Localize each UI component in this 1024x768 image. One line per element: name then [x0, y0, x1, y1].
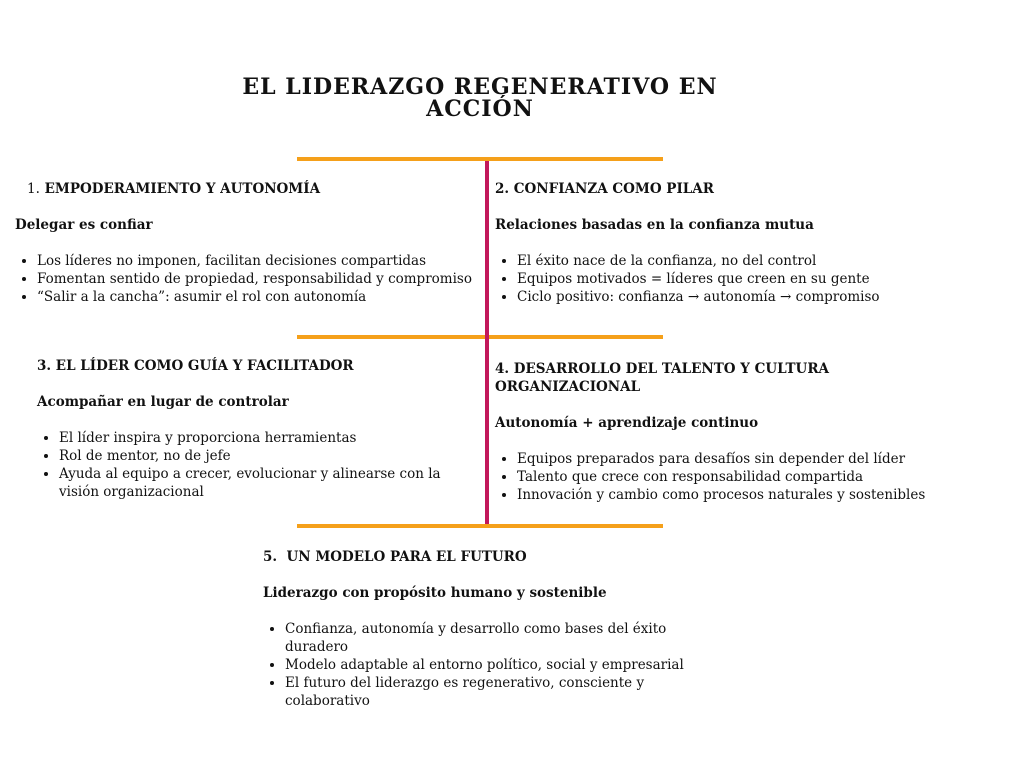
section-number: 2. — [495, 181, 510, 197]
section-subtitle: Relaciones basadas en la confianza mutua — [495, 217, 814, 233]
section-subtitle: Autonomía + aprendizaje continuo — [495, 415, 759, 431]
list-item: • Equipos preparados para desafíos sin depender del líder — [517, 450, 955, 468]
list-item: • Equipos motivados = líderes que creen en su gente — [517, 270, 935, 288]
list-item: • Los líderes no imponen, facilitan decisiones compartidas — [37, 252, 480, 270]
middle-divider-line — [297, 335, 663, 339]
list-item: • Ciclo positivo: confianza → autonomía → compromiso — [517, 288, 935, 306]
bullet-list — [495, 252, 935, 306]
section-subtitle: Liderazgo con propósito humano y sostenible — [263, 585, 607, 601]
section-title-text: DESARROLLO DEL TALENTO Y CULTURA ORGANIZACIONAL — [495, 361, 830, 395]
page-title: EL LIDERAZGO REGENERATIVO EN ACCIÓN — [242, 74, 718, 122]
vertical-divider-line — [485, 161, 489, 524]
section-number: 3. — [37, 358, 52, 374]
section-title — [495, 180, 935, 198]
section-confianza — [495, 180, 935, 306]
list-item: • Confianza, autonomía y desarrollo como bases del éxito duradero — [285, 620, 693, 656]
section-title — [37, 357, 467, 375]
bullet-list — [37, 429, 467, 501]
list-item: • Ayuda al equipo a crecer, evolucionar y alinearse con la visión organizacional — [59, 465, 467, 501]
section-lider-guia — [37, 357, 467, 501]
section-modelo-futuro — [263, 548, 693, 710]
top-divider-line — [297, 157, 663, 161]
section-subtitle: Delegar es confiar — [15, 217, 153, 233]
list-item: • Rol de mentor, no de jefe — [59, 447, 467, 465]
list-item: • Innovación y cambio como procesos naturales y sostenibles — [517, 486, 955, 504]
section-number: 4. — [495, 361, 510, 377]
section-title — [15, 180, 480, 198]
list-item: • Modelo adaptable al entorno político, social y empresarial — [285, 656, 693, 674]
section-desarrollo-talento — [495, 360, 955, 504]
section-title-text: UN MODELO PARA EL FUTURO — [286, 549, 527, 565]
section-title — [495, 360, 855, 396]
list-item: • Talento que crece con responsabilidad compartida — [517, 468, 955, 486]
section-number: 1. — [27, 181, 40, 197]
list-item: • El futuro del liderazgo es regenerativo, consciente y colaborativo — [285, 674, 693, 710]
bullet-list — [263, 620, 693, 710]
section-title-text: EMPODERAMIENTO Y AUTONOMÍA — [44, 181, 321, 197]
section-number: 5. — [263, 549, 278, 565]
list-item: • El éxito nace de la confianza, no del control — [517, 252, 935, 270]
list-item: • Fomentan sentido de propiedad, responsabilidad y compromiso — [37, 270, 480, 288]
section-title-text: EL LÍDER COMO GUÍA Y FACILITADOR — [55, 358, 354, 374]
bullet-list — [495, 450, 955, 504]
section-empoderamiento — [15, 180, 480, 306]
section-subtitle: Acompañar en lugar de controlar — [37, 394, 289, 410]
bottom-divider-line — [297, 524, 663, 528]
list-item: • “Salir a la cancha”: asumir el rol con autonomía — [37, 288, 480, 306]
bullet-list — [15, 252, 480, 306]
section-title — [263, 548, 693, 566]
section-title-text: CONFIANZA COMO PILAR — [513, 181, 714, 197]
list-item: • El líder inspira y proporciona herramientas — [59, 429, 467, 447]
